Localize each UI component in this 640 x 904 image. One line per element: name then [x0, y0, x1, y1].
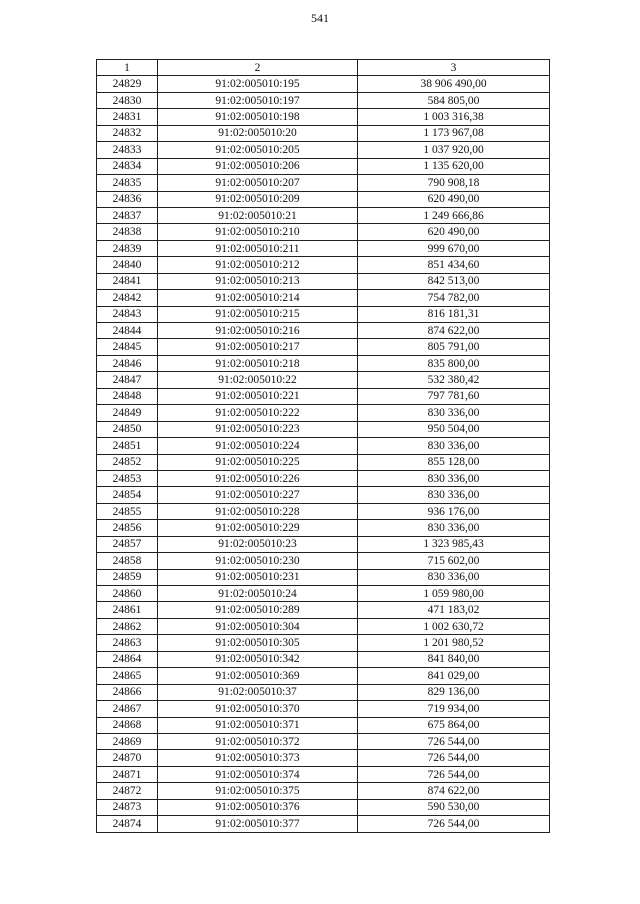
row-number-cell: 24836	[97, 191, 158, 207]
value-cell: 816 181,31	[358, 306, 550, 322]
row-number-cell: 24860	[97, 586, 158, 602]
value-cell: 1 135 620,00	[358, 158, 550, 174]
cadastral-number-cell: 91:02:005010:375	[158, 783, 358, 799]
table-row	[97, 799, 550, 815]
cadastral-number-cell: 91:02:005010:21	[158, 207, 358, 223]
row-number-cell: 24874	[97, 816, 158, 832]
row-number-cell: 24858	[97, 553, 158, 569]
cadastral-number-cell: 91:02:005010:369	[158, 668, 358, 684]
cadastral-number-cell: 91:02:005010:377	[158, 816, 358, 832]
table-row	[97, 783, 550, 799]
cadastral-number-cell: 91:02:005010:376	[158, 799, 358, 815]
table-row	[97, 618, 550, 634]
value-cell: 790 908,18	[358, 175, 550, 191]
row-number-cell: 24840	[97, 257, 158, 273]
table-row	[97, 536, 550, 552]
cadastral-number-cell: 91:02:005010:231	[158, 569, 358, 585]
page-number: 541	[311, 11, 329, 25]
table-row	[97, 503, 550, 519]
table-header	[97, 60, 550, 76]
cadastral-number-cell: 91:02:005010:289	[158, 602, 358, 618]
table-row	[97, 421, 550, 437]
value-cell: 726 544,00	[358, 750, 550, 766]
value-cell: 726 544,00	[358, 816, 550, 832]
table-row	[97, 306, 550, 322]
row-number-cell: 24851	[97, 438, 158, 454]
value-cell: 855 128,00	[358, 454, 550, 470]
table-row	[97, 520, 550, 536]
column-header-2: 2	[158, 60, 358, 76]
value-cell: 620 490,00	[358, 191, 550, 207]
row-number-cell: 24837	[97, 207, 158, 223]
table-row	[97, 224, 550, 240]
value-cell: 874 622,00	[358, 783, 550, 799]
row-number-cell: 24835	[97, 175, 158, 191]
row-number-cell: 24852	[97, 454, 158, 470]
row-number-cell: 24839	[97, 240, 158, 256]
table-row	[97, 602, 550, 618]
value-cell: 38 906 490,00	[358, 76, 550, 92]
row-number-cell: 24853	[97, 470, 158, 486]
row-number-cell: 24857	[97, 536, 158, 552]
cadastral-number-cell: 91:02:005010:206	[158, 158, 358, 174]
value-cell: 841 029,00	[358, 668, 550, 684]
table-row	[97, 553, 550, 569]
row-number-cell: 24869	[97, 733, 158, 749]
table-row	[97, 273, 550, 289]
cadastral-number-cell: 91:02:005010:228	[158, 503, 358, 519]
value-cell: 1 173 967,08	[358, 125, 550, 141]
cadastral-number-cell: 91:02:005010:212	[158, 257, 358, 273]
cadastral-number-cell: 91:02:005010:372	[158, 733, 358, 749]
row-number-cell: 24829	[97, 76, 158, 92]
row-number-cell: 24846	[97, 355, 158, 371]
column-header-1: 1	[97, 60, 158, 76]
row-number-cell: 24856	[97, 520, 158, 536]
column-header-3: 3	[358, 60, 550, 76]
value-cell: 830 336,00	[358, 405, 550, 421]
cadastral-number-cell: 91:02:005010:221	[158, 388, 358, 404]
cadastral-number-cell: 91:02:005010:207	[158, 175, 358, 191]
row-number-cell: 24847	[97, 372, 158, 388]
cadastral-number-cell: 91:02:005010:304	[158, 618, 358, 634]
value-cell: 1 201 980,52	[358, 635, 550, 651]
cadastral-number-cell: 91:02:005010:209	[158, 191, 358, 207]
table-row	[97, 372, 550, 388]
row-number-cell: 24842	[97, 290, 158, 306]
table-row	[97, 569, 550, 585]
cadastral-number-cell: 91:02:005010:24	[158, 586, 358, 602]
row-number-cell: 24872	[97, 783, 158, 799]
cadastral-number-cell: 91:02:005010:210	[158, 224, 358, 240]
table-row	[97, 92, 550, 108]
value-cell: 1 002 630,72	[358, 618, 550, 634]
row-number-cell: 24854	[97, 487, 158, 503]
cadastral-number-cell: 91:02:005010:195	[158, 76, 358, 92]
value-cell: 830 336,00	[358, 487, 550, 503]
cadastral-number-cell: 91:02:005010:226	[158, 470, 358, 486]
row-number-cell: 24831	[97, 109, 158, 125]
cadastral-number-cell: 91:02:005010:217	[158, 339, 358, 355]
table-row	[97, 668, 550, 684]
table-row	[97, 586, 550, 602]
value-cell: 715 602,00	[358, 553, 550, 569]
table-row	[97, 240, 550, 256]
cadastral-number-cell: 91:02:005010:213	[158, 273, 358, 289]
table-row	[97, 388, 550, 404]
row-number-cell: 24834	[97, 158, 158, 174]
cadastral-number-cell: 91:02:005010:198	[158, 109, 358, 125]
table-row	[97, 816, 550, 832]
value-cell: 829 136,00	[358, 684, 550, 700]
value-cell: 835 800,00	[358, 355, 550, 371]
table-row	[97, 125, 550, 141]
row-number-cell: 24832	[97, 125, 158, 141]
row-number-cell: 24861	[97, 602, 158, 618]
cadastral-number-cell: 91:02:005010:230	[158, 553, 358, 569]
cadastral-number-cell: 91:02:005010:205	[158, 142, 358, 158]
cadastral-number-cell: 91:02:005010:22	[158, 372, 358, 388]
table-row	[97, 733, 550, 749]
value-cell: 620 490,00	[358, 224, 550, 240]
value-cell: 584 805,00	[358, 92, 550, 108]
cadastral-number-cell: 91:02:005010:374	[158, 766, 358, 782]
cadastral-number-cell: 91:02:005010:342	[158, 651, 358, 667]
table-row	[97, 684, 550, 700]
table-row	[97, 191, 550, 207]
row-number-cell: 24845	[97, 339, 158, 355]
value-cell: 797 781,60	[358, 388, 550, 404]
cadastral-number-cell: 91:02:005010:23	[158, 536, 358, 552]
value-cell: 851 434,60	[358, 257, 550, 273]
row-number-cell: 24859	[97, 569, 158, 585]
row-number-cell: 24865	[97, 668, 158, 684]
table-row	[97, 207, 550, 223]
value-cell: 950 504,00	[358, 421, 550, 437]
row-number-cell: 24838	[97, 224, 158, 240]
table-row	[97, 323, 550, 339]
row-number-cell: 24850	[97, 421, 158, 437]
table-row	[97, 109, 550, 125]
value-cell: 532 380,42	[358, 372, 550, 388]
cadastral-number-cell: 91:02:005010:227	[158, 487, 358, 503]
value-cell: 830 336,00	[358, 520, 550, 536]
table-row	[97, 339, 550, 355]
value-cell: 830 336,00	[358, 569, 550, 585]
value-cell: 936 176,00	[358, 503, 550, 519]
value-cell: 590 530,00	[358, 799, 550, 815]
table-row	[97, 651, 550, 667]
table-row	[97, 257, 550, 273]
value-cell: 1 059 980,00	[358, 586, 550, 602]
table-row	[97, 290, 550, 306]
value-cell: 805 791,00	[358, 339, 550, 355]
row-number-cell: 24863	[97, 635, 158, 651]
value-cell: 999 670,00	[358, 240, 550, 256]
value-cell: 1 003 316,38	[358, 109, 550, 125]
row-number-cell: 24871	[97, 766, 158, 782]
value-cell: 1 037 920,00	[358, 142, 550, 158]
row-number-cell: 24848	[97, 388, 158, 404]
row-number-cell: 24862	[97, 618, 158, 634]
value-cell: 874 622,00	[358, 323, 550, 339]
cadastral-number-cell: 91:02:005010:373	[158, 750, 358, 766]
cadastral-number-cell: 91:02:005010:215	[158, 306, 358, 322]
row-number-cell: 24868	[97, 717, 158, 733]
value-cell: 1 323 985,43	[358, 536, 550, 552]
cadastral-number-cell: 91:02:005010:222	[158, 405, 358, 421]
value-cell: 754 782,00	[358, 290, 550, 306]
table-row	[97, 717, 550, 733]
row-number-cell: 24866	[97, 684, 158, 700]
value-cell: 830 336,00	[358, 438, 550, 454]
cadastral-number-cell: 91:02:005010:223	[158, 421, 358, 437]
cadastral-number-cell: 91:02:005010:370	[158, 701, 358, 717]
row-number-cell: 24873	[97, 799, 158, 815]
table-row	[97, 175, 550, 191]
table-row	[97, 76, 550, 92]
table-row	[97, 487, 550, 503]
registry-table	[96, 59, 550, 833]
value-cell: 675 864,00	[358, 717, 550, 733]
table-body	[97, 76, 550, 832]
cadastral-number-cell: 91:02:005010:225	[158, 454, 358, 470]
row-number-cell: 24855	[97, 503, 158, 519]
table-row	[97, 438, 550, 454]
row-number-cell: 24864	[97, 651, 158, 667]
row-number-cell: 24841	[97, 273, 158, 289]
value-cell: 471 183,02	[358, 602, 550, 618]
value-cell: 841 840,00	[358, 651, 550, 667]
value-cell: 830 336,00	[358, 470, 550, 486]
cadastral-number-cell: 91:02:005010:216	[158, 323, 358, 339]
cadastral-number-cell: 91:02:005010:20	[158, 125, 358, 141]
table-row	[97, 158, 550, 174]
cadastral-number-cell: 91:02:005010:218	[158, 355, 358, 371]
value-cell: 842 513,00	[358, 273, 550, 289]
row-number-cell: 24849	[97, 405, 158, 421]
cadastral-number-cell: 91:02:005010:371	[158, 717, 358, 733]
row-number-cell: 24867	[97, 701, 158, 717]
table-row	[97, 405, 550, 421]
value-cell: 1 249 666,86	[358, 207, 550, 223]
table-row	[97, 701, 550, 717]
table-row	[97, 635, 550, 651]
table-row	[97, 355, 550, 371]
cadastral-number-cell: 91:02:005010:37	[158, 684, 358, 700]
row-number-cell: 24844	[97, 323, 158, 339]
cadastral-number-cell: 91:02:005010:197	[158, 92, 358, 108]
table-row	[97, 766, 550, 782]
cadastral-number-cell: 91:02:005010:224	[158, 438, 358, 454]
value-cell: 719 934,00	[358, 701, 550, 717]
cadastral-number-cell: 91:02:005010:229	[158, 520, 358, 536]
value-cell: 726 544,00	[358, 766, 550, 782]
row-number-cell: 24830	[97, 92, 158, 108]
cadastral-number-cell: 91:02:005010:305	[158, 635, 358, 651]
row-number-cell: 24833	[97, 142, 158, 158]
cadastral-number-cell: 91:02:005010:211	[158, 240, 358, 256]
table-row	[97, 750, 550, 766]
table-row	[97, 142, 550, 158]
row-number-cell: 24870	[97, 750, 158, 766]
table-row	[97, 454, 550, 470]
cadastral-number-cell: 91:02:005010:214	[158, 290, 358, 306]
value-cell: 726 544,00	[358, 733, 550, 749]
header-row	[97, 60, 550, 76]
row-number-cell: 24843	[97, 306, 158, 322]
table-row	[97, 470, 550, 486]
